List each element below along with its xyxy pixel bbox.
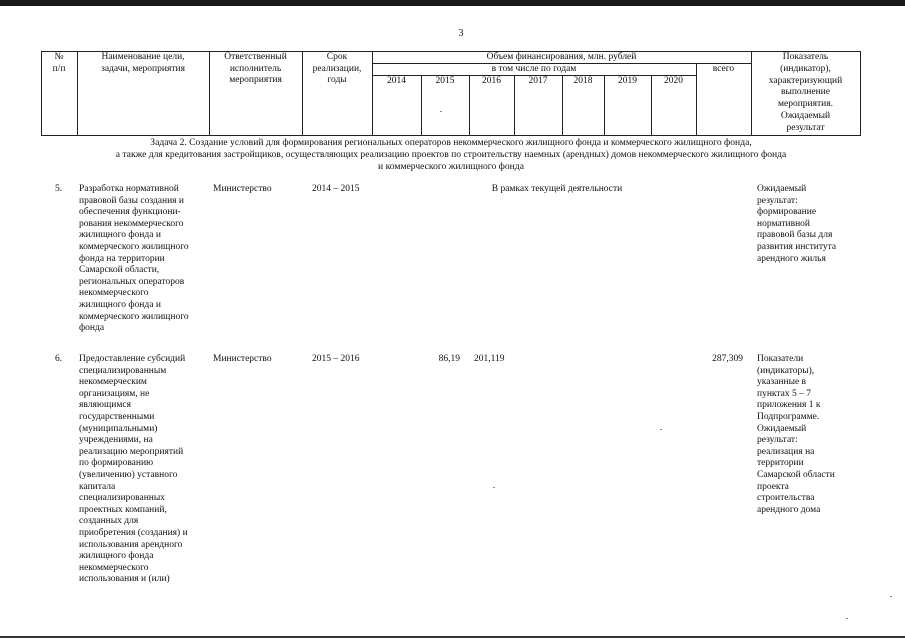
scan-speck bbox=[493, 487, 495, 488]
row-6-result: Показатели (индикаторы), указанные в пунктах 5 – 7 приложения 1 к Подпрограмме. Ожидаемый результат: реализация на территории Самарской области проекта строительства арендного дома bbox=[757, 354, 835, 515]
row-6-num: 6. bbox=[55, 354, 63, 364]
task-line-3: и коммерческого жилищного фонда bbox=[378, 161, 524, 172]
header-funding-title: Объем финансирования, млн. рублей bbox=[486, 52, 637, 62]
header-year-2015: 2015 bbox=[435, 76, 455, 86]
scan-speck bbox=[846, 618, 848, 619]
row-5-executor: Министерство bbox=[213, 184, 272, 194]
row-6-value-2015: 86,19 bbox=[438, 354, 460, 364]
row-5-name: Разработка нормативной правовой базы создания и обеспечения функциони- рования некоммерческого жилищного фонда и коммерческого жилищного фонда на территории Самарской области, региональных операторов некоммерческого жилищного фонда и коммерческого жилищного фонда bbox=[79, 184, 189, 334]
header-year-2014: 2014 bbox=[387, 76, 406, 86]
header-num: № п/п bbox=[52, 52, 66, 74]
scan-top-edge bbox=[0, 0, 905, 6]
row-5-term: 2014 – 2015 bbox=[312, 184, 360, 194]
header-year-2019: 2019 bbox=[618, 76, 637, 86]
header-year-2018: 2018 bbox=[573, 76, 593, 86]
scan-bottom-edge bbox=[0, 636, 905, 638]
task-line-1: Задача 2. Создание условий для формирования региональных операторов некоммерческого жилищного фонда и коммерческого жилищного фонда, bbox=[150, 137, 752, 148]
page-number: 3 bbox=[458, 28, 464, 39]
task-line-2: а также для кредитования застройщиков, осуществляющих реализацию проектов по строительству наемных (арендных) домов некоммерческого жилищного фонда bbox=[115, 149, 787, 160]
row-6-name: Предоставление субсидий специализированным некоммерческим организациям, не являющимся государственными (муниципальными) учреждениями, на реализацию мероприятий по формированию (увеличению) уставного капитала специализированных проектных компаний, созданных для приобретения (создания) и использования арендного жилищного фонда некоммерческого использования и (или) bbox=[79, 354, 188, 585]
row-5-funding-note: В рамках текущей деятельности bbox=[491, 184, 623, 194]
header-term: Срок реализации, годы bbox=[312, 52, 362, 86]
row-6-executor: Министерство bbox=[213, 354, 272, 364]
header-indicator: Показатель (индикатор), характеризующий выполнение мероприятия. Ожидаемый результат bbox=[768, 52, 843, 133]
header-year-2017: 2017 bbox=[528, 76, 548, 86]
header-year-2020: 2020 bbox=[664, 76, 683, 86]
scan-speck bbox=[890, 596, 892, 597]
scan-speck bbox=[660, 429, 662, 430]
row-6-total: 287,309 bbox=[712, 354, 743, 364]
header-total: всего bbox=[712, 64, 735, 74]
row-5-result: Ожидаемый результат: формирование нормативной правовой базы для развития института арендного жилья bbox=[757, 184, 837, 264]
header-executor: Ответственный исполнитель мероприятия bbox=[224, 52, 287, 86]
row-6-value-2016: 201,119 bbox=[474, 354, 505, 364]
scan-speck bbox=[440, 111, 442, 112]
row-6-term: 2015 – 2016 bbox=[312, 354, 360, 364]
header-by-years: в том числе по годам bbox=[491, 64, 577, 74]
header-name: Наименование цели, задачи, мероприятия bbox=[101, 52, 185, 74]
header-year-2016: 2016 bbox=[482, 76, 501, 86]
row-5-num: 5. bbox=[55, 184, 63, 194]
